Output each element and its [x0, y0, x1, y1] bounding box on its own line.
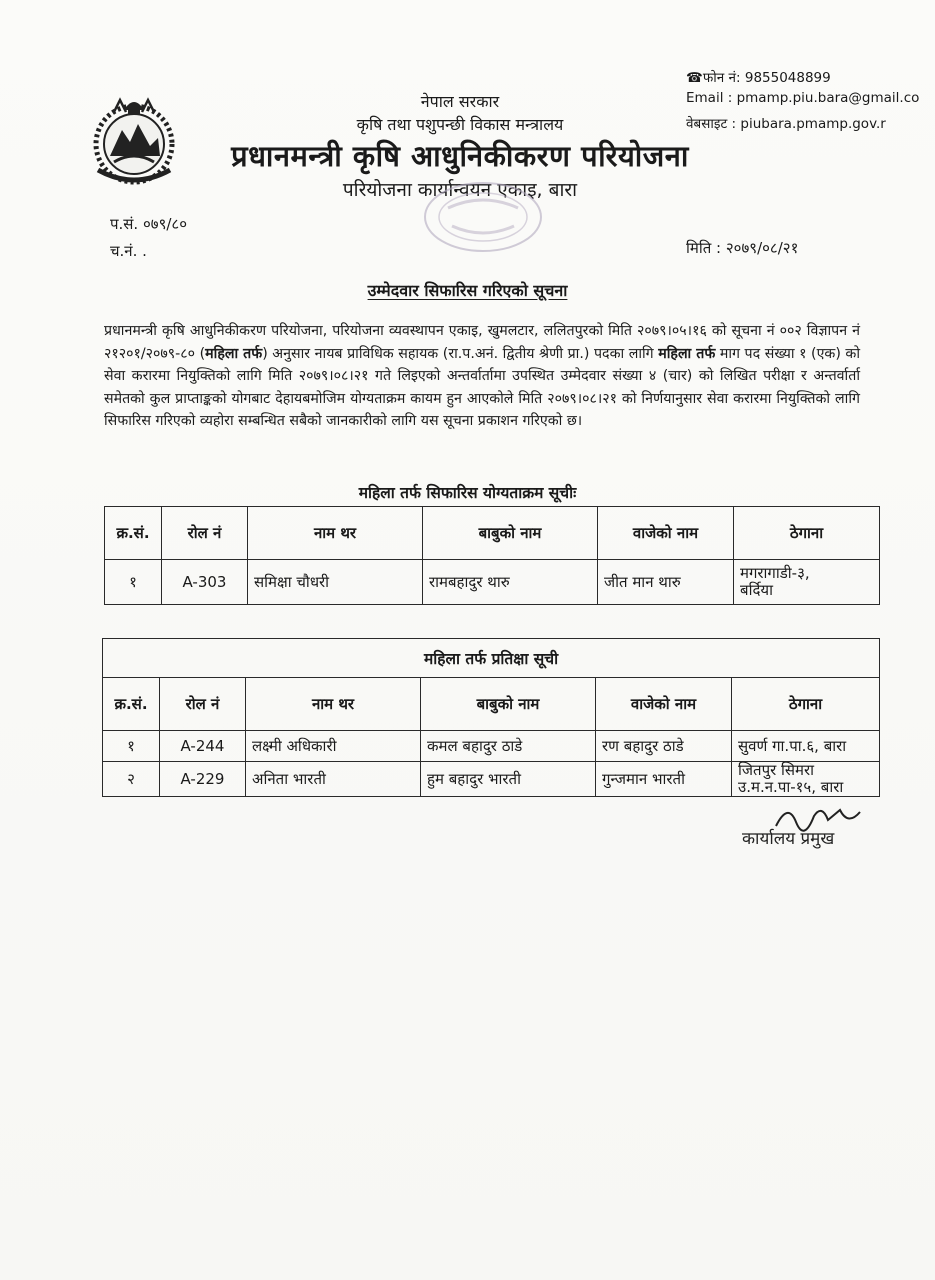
cell-grandfather: रण बहादुर ठाडे: [596, 731, 732, 762]
cell-father: रामबहादुर थारु: [423, 560, 598, 605]
col-father: बाबुको नाम: [421, 678, 596, 731]
recommended-table: [104, 506, 880, 605]
col-sn: क्र.सं.: [105, 507, 162, 560]
patra-sankhya: प.सं. ०७९/८०: [110, 215, 188, 233]
cell-roll: A-244: [160, 731, 246, 762]
chalani-number: च.नं. .: [110, 242, 147, 260]
signature-designation: कार्यालय प्रमुख: [742, 829, 835, 849]
col-address: ठेगाना: [734, 507, 880, 560]
unit-name: परियोजना कार्यान्वयन एकाइ, बारा: [342, 179, 578, 201]
col-roll: रोल नं: [162, 507, 248, 560]
col-father: बाबुको नाम: [423, 507, 598, 560]
signature-icon: [736, 796, 916, 852]
contact-email: Email : pmamp.piu.bara@gmail.co: [686, 90, 920, 106]
notice-body: प्रधानमन्त्री कृषि आधुनिकीकरण परियोजना, परियोजना व्यवस्थापन एकाइ, खुमलटार, ललितपुरको मिति २०७९।०५।१६ को सूचना नं ००२ विज्ञापन नं २१२०१/२०७९-८० (महिला तर्फ) अनुसार नायब प्राविधिक सहायक (रा.प.अनं. द्वितीय श्रेणी प्रा.) पदका लागि महिला तर्फ माग पद संख्या १ (एक) को सेवा करारमा नियुक्तिको लागि मिति २०७९।०८।२१ गते लिइएको अन्तर्वार्तामा उपस्थित उम्मेदवार संख्या ४ (चार) को लिखित परीक्षा र अन्तर्वार्ता समेतको कुल प्राप्ताङ्कको योगबाट देहायबमोजिम योग्यताक्रम कायम हुन आएकोले मिति २०७९।०८।२१ को निर्णयानुसार सेवा करारमा नियुक्तिको लागि सिफारिस गरिएको व्यहोरा सम्बन्धित सबैको जानकारीको लागि यस सूचना प्रकाशन गरिएको छ।: [104, 323, 860, 430]
col-name: नाम थर: [246, 678, 421, 731]
col-grandfather: वाजेको नाम: [596, 678, 732, 731]
contact-website: वेबसाइट : piubara.pmamp.gov.r: [686, 116, 886, 132]
project-title: प्रधानमन्त्री कृषि आधुनिकीकरण परियोजना: [231, 139, 689, 173]
cell-address: सुवर्ण गा.पा.६, बारा: [732, 731, 880, 762]
phone-icon: ☎: [686, 70, 703, 86]
col-name: नाम थर: [248, 507, 423, 560]
cell-address: जितपुर सिमरा उ.म.न.पा-१५, बारा: [732, 762, 880, 797]
cell-sn: १: [103, 731, 160, 762]
table-header-row: [103, 678, 880, 731]
cell-roll: A-303: [162, 560, 248, 605]
recommended-list-title: महिला तर्फ सिफारिस योग्यताक्रम सूचीः: [358, 484, 577, 502]
cell-name: समिक्षा चौधरी: [248, 560, 423, 605]
cell-sn: २: [103, 762, 160, 797]
cell-address: मगरागाडी-३, बर्दिया: [734, 560, 880, 605]
contact-phone: ☎फोन नं: 9855048899: [686, 70, 831, 86]
cell-father: कमल बहादुर ठाडे: [421, 731, 596, 762]
cell-father: हुम बहादुर भारती: [421, 762, 596, 797]
table-row: [105, 560, 880, 605]
cell-name: अनिता भारती: [246, 762, 421, 797]
waiting-list-title: महिला तर्फ प्रतिक्षा सूची: [103, 639, 880, 678]
table-row: [103, 762, 880, 797]
cell-sn: १: [105, 560, 162, 605]
notice-date: मिति : २०७९/०८/२१: [686, 239, 799, 257]
office-stamp-icon: [418, 178, 548, 256]
col-sn: क्र.सं.: [103, 678, 160, 731]
col-address: ठेगाना: [732, 678, 880, 731]
cell-name: लक्ष्मी अधिकारी: [246, 731, 421, 762]
cell-roll: A-229: [160, 762, 246, 797]
cell-grandfather: जीत मान थारु: [598, 560, 734, 605]
col-roll: रोल नं: [160, 678, 246, 731]
waiting-table: [102, 638, 880, 797]
cell-grandfather: गुन्जमान भारती: [596, 762, 732, 797]
ministry-name: कृषि तथा पशुपन्छी विकास मन्त्रालय: [356, 115, 564, 134]
gov-name: नेपाल सरकार: [420, 92, 500, 111]
table-header-row: [105, 507, 880, 560]
notice-title: उम्मेदवार सिफारिस गरिएको सूचना: [367, 281, 568, 300]
table-row: [103, 731, 880, 762]
col-grandfather: वाजेको नाम: [598, 507, 734, 560]
